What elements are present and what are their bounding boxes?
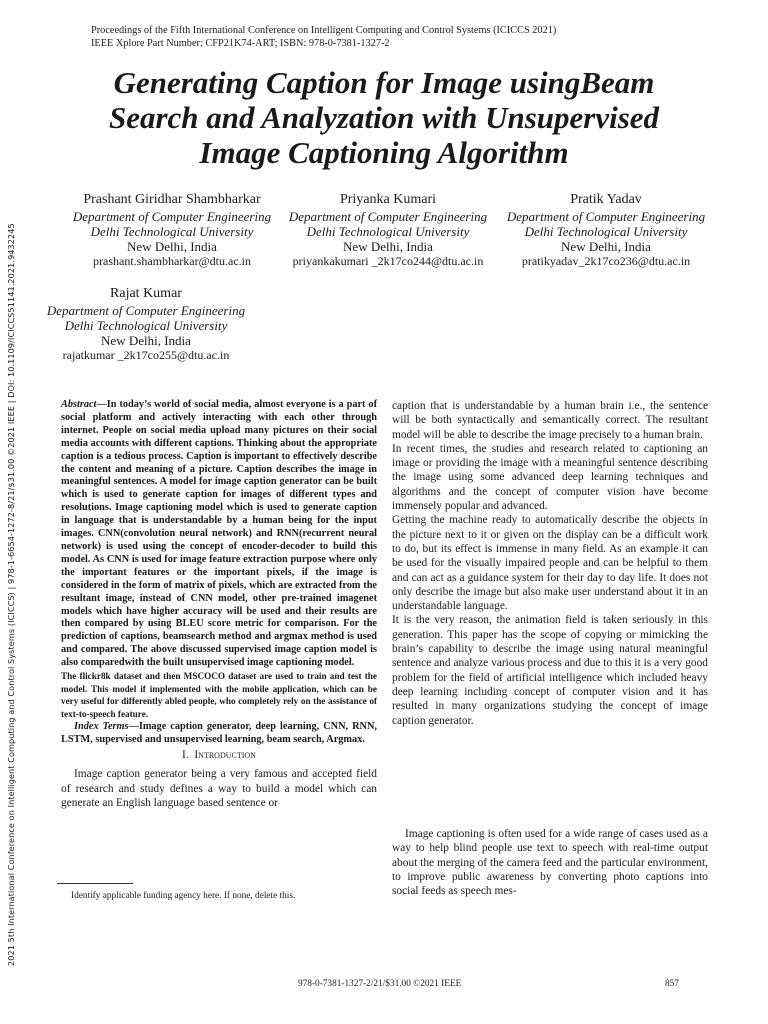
intro-paragraph: Image caption generator being a very famous and accepted field of research and study defines a way to build a model which can generate an English language based sentence or [61,768,377,809]
author-name: Priyanka Kumari [339,192,437,207]
title-line: Generating Caption for Image usingBeam [113,65,655,100]
author-name: Prashant Giridhar Shambharkar [83,192,261,207]
section-title: Introduction [194,749,256,762]
author-block [46,285,246,363]
section-heading [61,748,377,763]
isbn-line: IEEE Xplore Part Number: CFP21K74-ART; ISBN: 978-0-7381-1327-2 [91,37,390,49]
author-city: New Delhi, India [343,239,433,254]
right-column [392,399,708,728]
author-university: Delhi Technological University [524,224,688,239]
abstract-dataset-text: The flickr8k dataset and then MSCOCO dataset are used to train and test the model. This model if implemented with the mobile application, which can be very useful for differently abled people, who completely rely on the assistance of text-to-speech feature. [61,671,377,719]
author-block [496,191,716,269]
abstract-text: —In today’s world of social media, almost everyone is a part of social platform and actively interacting with each other through internet. People on social media upload many pictures on their social media accounts with different captions. Thinking about the appropriate caption is a tedious process. Caption is important to effectively describe the content and meaning of a picture. Caption describes the image in meaningful sentences. A model for image caption generator can be built which is used to generate caption for images of different types and resolutions. Image captioning model which is used to generate caption in language that is understandable by a human being for the input images. CNN(convolution neural network) and RNN(recurrent neural network) is used using the concept of encoder-decoder to build this model. As CNN is used for image feature extraction purpose where only the important features or the important pixels, if the image is considered in the form of matrix of pixels, which are extracted from the resultant image, instead of CNN model, other pre-trained imagenet models which have higher accuracy will be used and their results are then compared by using BLEU score metric for comparison. For the prediction of captions, beamsearch method and argmax method is used and compared. The above discussed supervised image caption model is also comparedwith the built unsupervised image captioning model. [61,399,377,669]
author-email[interactable]: priyankakumari _2k17co244@dtu.ac.in [292,254,484,268]
author-department: Department of Computer Engineering [72,209,272,224]
author-block [62,191,282,269]
conference-line: Proceedings of the Fifth International Conference on Intelligent Computing and Control Systems (ICICCS 2021) [91,25,557,36]
author-name: Rajat Kumar [110,286,182,301]
body-paragraph: In recent times, the studies and research related to captioning an image or providing the image with a meaningful sentence describing the image using some advanced deep learning techniques and algorithms and the concept of computer vision have become immensely popular and advanced. [392,442,708,513]
paper-title [60,65,708,170]
title-line: Image Captioning Algorithm [199,135,569,170]
abstract [61,399,377,747]
footnote: Identify applicable funding agency here. If none, delete this. [71,891,296,901]
index-terms-label: Index Terms [74,721,129,733]
author-city: New Delhi, India [101,333,191,348]
body-paragraph: caption that is understandable by a human brain i.e., the sentence will be both syntactically and semantically correct. The resultant model will be able to describe the image precisely to a human brain. [392,400,708,441]
author-city: New Delhi, India [561,239,651,254]
author-department: Department of Computer Engineering [506,209,706,224]
author-name: Pratik Yadav [570,192,642,207]
copyright-footer: 978-0-7381-1327-2/21/$31.00 ©2021 IEEE [298,979,462,989]
author-email[interactable]: rajatkumar _2k17co255@dtu.ac.in [62,348,230,362]
conference-header [91,25,556,50]
author-department: Department of Computer Engineering [46,303,246,318]
author-university: Delhi Technological University [64,318,228,333]
author-department: Department of Computer Engineering [288,209,488,224]
footnote-rule [57,883,133,884]
side-doi-strip: 2021 5th International Conference on Intelligent Computing and Control Systems (ICICCS) | 978-1-6654-1272-8/21/$31.00 ©2021 IEEE | DOI: 10.1109/ICICCS51141.2021.9432245 [6,223,16,966]
author-email[interactable]: pratikyadav_2k17co236@dtu.ac.in [521,254,691,268]
author-city: New Delhi, India [127,239,217,254]
section-number: I. [182,749,189,762]
body-paragraph: Image captioning is often used for a wide range of cases used as a way to help blind people use text to speech with real-time output about the merging of the camera feed and the particular environment, to improve public awareness by converting photo captions into social feeds as speech mes- [392,828,708,898]
author-block [278,191,498,269]
body-paragraph: Getting the machine ready to automatically describe the objects in the picture next to it or given on the display can be a difficult work to do, but its effect is immense in many field. As an example it can be used for the visually impaired people and can be helpful to them and can act as a guidance system for their day to day life. It does not only describe the image but also make user understand about it in an understandable language. [392,514,708,613]
right-column-lower [392,827,708,898]
body-paragraph: It is the very reason, the animation field is taken seriously in this generation. This paper has the scope of copying or mimicking the brain’s capability to describe the image using natural meaningful sentence and analyze various process and due to this it is a very good problem for the field of artificial intelligence which included heavy deep learning including concept of computer vision and it has resulted in many organizations studying the concept of image caption generator. [392,614,708,727]
author-email[interactable]: prashant.shambharkar@dtu.ac.in [93,254,251,268]
left-column [61,399,377,810]
author-university: Delhi Technological University [306,224,470,239]
author-university: Delhi Technological University [90,224,254,239]
page-number: 857 [665,979,679,989]
title-line: Search and Analyzation with Unsupervised [108,100,660,135]
index-terms-text: —Image caption generator, deep learning, CNN, RNN, LSTM, supervised and unsupervised learning, beam search, Argmax. [61,721,377,746]
abstract-label: Abstract [61,399,97,410]
